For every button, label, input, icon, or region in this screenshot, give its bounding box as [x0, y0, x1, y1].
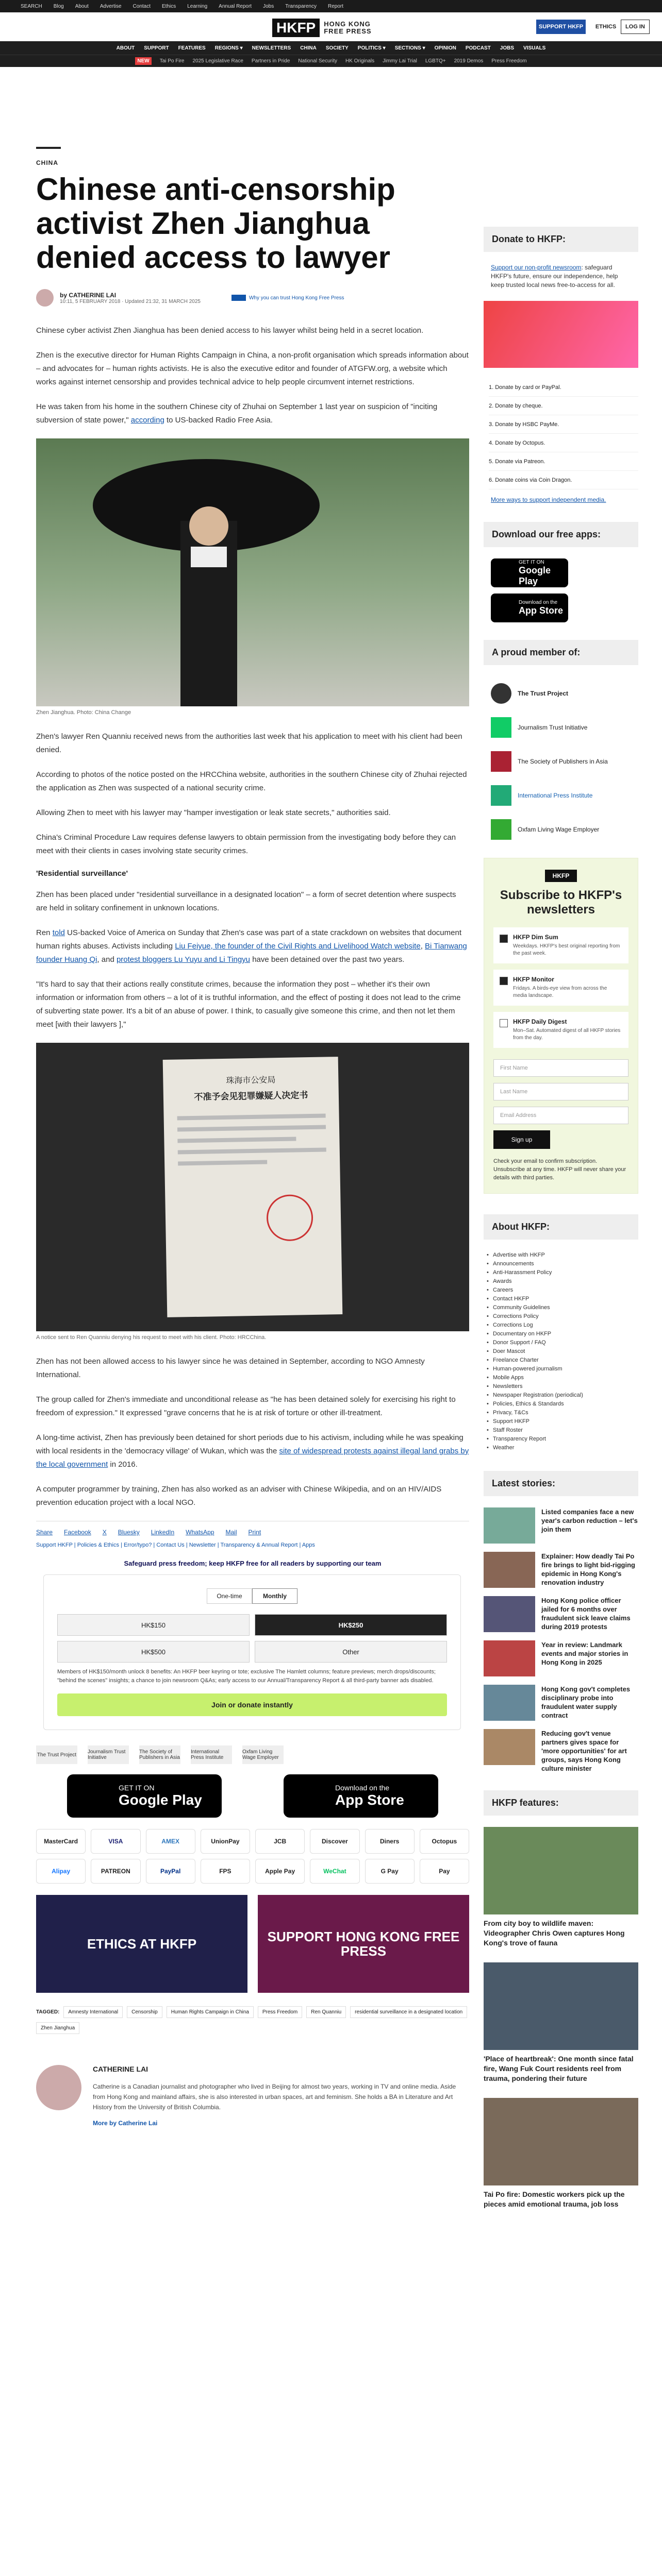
donation-method[interactable]: 2. Donate by cheque.: [489, 397, 638, 415]
story-thumbnail: [484, 1640, 535, 1676]
badge-oxfam[interactable]: Oxfam Living Wage Employer: [242, 1745, 284, 1764]
amount-other[interactable]: Other: [255, 1641, 447, 1663]
share-whatsapp[interactable]: WhatsApp: [186, 1529, 214, 1536]
email-input[interactable]: Email Address: [493, 1107, 628, 1124]
donate-box: [43, 1574, 461, 1730]
feature-image: [484, 2098, 638, 2185]
author-box-avatar[interactable]: [36, 2065, 81, 2110]
paragraph: The group called for Zhen's immediate and unconditional release as "he has been detained solely for exercising his right to freedom of expression." It expressed "grave concerns that he is at risk of torture or other ill-treatment.: [36, 1395, 456, 1417]
umbrella-figure: [36, 438, 469, 706]
donation-method[interactable]: 5. Donate via Patreon.: [489, 452, 638, 471]
donation-method[interactable]: 6. Donate coins via Coin Dragon.: [489, 471, 638, 489]
official-seal: [266, 1194, 313, 1242]
topbar-annual-report[interactable]: Annual Report: [219, 3, 252, 9]
paragraph: Ren told US-backed Voice of America on Sunday that Zhen's case was part of a state crackdown on websites that document human rights abuses. Activists including Liu Feiyue, the founder of the Civil Rights and Livelihood Watch website, Bi Tianwang founder Huang Qi, and protest bloggers Lu Yuyu and Li Tingyu have been detained over the past two years.: [36, 928, 467, 964]
about-link[interactable]: • Newsletters: [484, 1382, 638, 1391]
about-link[interactable]: • Awards: [484, 1277, 638, 1286]
nav-features[interactable]: FEATURES: [178, 45, 206, 51]
category-rule: [36, 147, 61, 149]
photo-caption: Zhen Jianghua. Photo: China Change: [36, 709, 131, 716]
story-thumbnail: [484, 1685, 535, 1721]
pay-icon: WeChat: [310, 1859, 359, 1884]
article-category[interactable]: CHINA: [36, 159, 58, 166]
more-ways-link[interactable]: More ways to support independent media.: [491, 496, 606, 503]
paragraph: A computer programmer by training, Zhen has also worked as an adviser with Chinese Wikipedia, and on an HIV/AIDS prevention education project with a local NGO.: [36, 1485, 442, 1507]
about-link[interactable]: • Donor Support / FAQ: [484, 1338, 638, 1347]
paragraph: He was taken from his home in the southern Chinese city of Zhuhai on September 1 last year on suspicion of "inciting subversion of state power," according to US-backed Radio Free Asia.: [36, 402, 438, 425]
latest-story[interactable]: Year in review: Landmark events and major stories in Hong Kong in 2025: [484, 1640, 638, 1676]
pay-icon: UnionPay: [201, 1829, 250, 1854]
trending-item[interactable]: HK Originals: [345, 58, 375, 64]
donate-photo: [484, 301, 638, 368]
nav-podcast[interactable]: PODCAST: [465, 45, 491, 51]
nav-jobs[interactable]: JOBS: [500, 45, 514, 51]
story-thumbnail: [484, 1507, 535, 1544]
author-bio: Catherine is a Canadian journalist and photographer who lived in Beijing for almost two years, working in TV and online media. Aside from Hong Kong and mainland affairs, she is also interested in urban spaces, art and feminism. She holds a BA in Literature and Art History from the University of British Columbia.: [93, 2083, 456, 2111]
notice-title-1: 珠海市公安局: [226, 1075, 276, 1086]
donation-method[interactable]: 4. Donate by Octopus.: [489, 434, 638, 452]
feature-story[interactable]: 'Place of heartbreak': One month since fatal fire, Wang Fuk Court residents reel from trauma, pondering their future: [484, 1962, 638, 2083]
about-link[interactable]: • Corrections Log: [484, 1321, 638, 1330]
share-linkedin[interactable]: LinkedIn: [151, 1529, 175, 1536]
paragraph: China's Criminal Procedure Law requires defense lawyers to obtain permission from the investigating body before they can meet with their clients in cases involving state security crimes.: [36, 833, 456, 855]
donate-intro-link[interactable]: Support our non-profit newsroom: [491, 264, 582, 271]
about-link[interactable]: • Community Guidelines: [484, 1303, 638, 1312]
about-link[interactable]: • Freelance Charter: [484, 1356, 638, 1365]
tag[interactable]: Press Freedom: [258, 2006, 302, 2018]
trending-nav: [0, 55, 662, 67]
pay-icon: AMEX: [146, 1829, 195, 1854]
byline-author[interactable]: by CATHERINE LAI: [60, 291, 117, 299]
badge-jti[interactable]: Journalism Trust Initiative: [88, 1745, 129, 1764]
about-links: [484, 1251, 638, 1452]
donate-benefits: Members of HK$150/month unlock 8 benefits: An HKFP beer keyring or tote; exclusive The Hamlett columns; feature previews; merch drops/discounts; "behind the scenes" insights; a chance to join newsroom Q&As; early access to our Annual/Transparency Report & all third-party banner ads disabled.: [57, 1669, 436, 1684]
nav-support[interactable]: SUPPORT: [144, 45, 169, 51]
payment-methods: [36, 1829, 469, 1884]
latest-story[interactable]: Hong Kong police officer jailed for 6 months over fraudulent sick leave claims during 2019 protests: [484, 1596, 638, 1632]
paragraph: Zhen has been placed under "residential surveillance in a designated location" – a form of secret detention where suspects are held in solitary confinement in unknown locations.: [36, 890, 456, 912]
footer-links[interactable]: Support HKFP | Policies & Ethics | Error/typo? | Contact Us | Newsletter | Transparency & Annual Report | Apps: [36, 1542, 315, 1548]
trending-item[interactable]: National Security: [298, 58, 337, 64]
topbar-jobs[interactable]: Jobs: [263, 3, 274, 9]
pay-icon: Diners: [365, 1829, 415, 1854]
apps-heading: Download our free apps:: [484, 522, 638, 547]
checkbox[interactable]: [500, 977, 508, 985]
notice-title-2: 不准予会见犯罪嫌疑人决定书: [194, 1090, 308, 1103]
newsletter-title: Subscribe to HKFP's newsletters: [500, 888, 622, 917]
share-bar: [36, 1521, 469, 1536]
paragraph: Zhen is the executive director for Human Rights Campaign in China, a non-profit organisation which spreads information about – and advocates for – human rights activists. He is also the executive editor and founder of ATGFW.org, a website which works against internet censorship and provides technical advice to help people circumvent internet restrictions.: [36, 351, 469, 386]
tab-one-time[interactable]: One-time: [207, 1588, 252, 1604]
nav-society[interactable]: SOCIETY: [325, 45, 349, 51]
paragraph: Allowing Zhen to meet with his lawyer may "hamper investigation or leak state secrets," authorities said.: [36, 808, 391, 817]
newsletter-note: Check your email to confirm subscription. Unsubscribe at any time. HKFP will never share your details with third parties.: [493, 1158, 626, 1181]
latest-story[interactable]: Hong Kong gov't completes disciplinary probe into fraudulent water supply contract: [484, 1685, 638, 1721]
topbar-search[interactable]: SEARCH: [21, 3, 42, 9]
nav-sections[interactable]: SECTIONS ▾: [394, 45, 425, 51]
section-subheading: 'Residential surveillance': [36, 869, 128, 878]
nav-about[interactable]: ABOUT: [116, 45, 135, 51]
pay-icon: Pay: [420, 1859, 469, 1884]
last-name-input[interactable]: Last Name: [493, 1083, 628, 1100]
pay-icon: Alipay: [36, 1859, 86, 1884]
tags-label: TAGGED:: [36, 2009, 60, 2015]
story-thumbnail: [484, 1596, 535, 1632]
article-title: Chinese anti-censorship activist Zhen Jianghua denied access to lawyer: [36, 172, 395, 275]
about-link[interactable]: • Anti-Harassment Policy: [484, 1268, 638, 1277]
main-nav: [0, 41, 662, 55]
top-utility-bar: [0, 0, 662, 12]
about-link[interactable]: • Doer Mascot: [484, 1347, 638, 1356]
nav-opinion[interactable]: OPINION: [434, 45, 456, 51]
member-ipi[interactable]: International Press Institute: [484, 778, 638, 812]
pay-icon: Discover: [310, 1829, 359, 1854]
about-link[interactable]: • Announcements: [484, 1260, 638, 1268]
tag[interactable]: Zhen Jianghua: [36, 2022, 79, 2034]
inline-link[interactable]: Liu Feiyue, the founder of the Civil Rights and Livelihood Watch website: [175, 942, 421, 951]
share-print[interactable]: Print: [248, 1529, 261, 1536]
sidebar-google-play[interactable]: GET IT ON Google Play: [491, 558, 568, 587]
amount-500[interactable]: HK$500: [57, 1641, 250, 1663]
feature-image: [484, 1827, 638, 1914]
trending-item[interactable]: Jimmy Lai Trial: [383, 58, 417, 64]
trending-item[interactable]: Tai Po Fire: [159, 58, 185, 64]
inline-link[interactable]: Bi Tianwang founder Huang Qi: [36, 942, 467, 964]
signup-button[interactable]: Sign up: [493, 1130, 550, 1149]
trust-link[interactable]: [231, 295, 344, 301]
story-thumbnail: [484, 1552, 535, 1588]
donation-method[interactable]: 1. Donate by card or PayPal.: [489, 378, 638, 397]
nav-politics[interactable]: POLITICS ▾: [357, 45, 386, 51]
trust-label: Why you can trust Hong Kong Free Press: [249, 295, 344, 301]
topbar-ethics[interactable]: Ethics: [162, 3, 176, 9]
about-link[interactable]: • Staff Roster: [484, 1426, 638, 1435]
share-facebook[interactable]: Facebook: [64, 1529, 91, 1536]
promo-banners: [36, 1895, 469, 1993]
tab-monthly[interactable]: Monthly: [252, 1588, 297, 1604]
about-link[interactable]: • Human-powered journalism: [484, 1365, 638, 1374]
share-x[interactable]: X: [102, 1529, 107, 1536]
article-column: [36, 147, 469, 2127]
sidebar-app-store[interactable]: Download on the App Store: [491, 594, 568, 622]
sidebar: [484, 227, 638, 2224]
join-donate-button[interactable]: Join or donate instantly: [57, 1693, 447, 1716]
tag[interactable]: residential surveillance in a designated location: [350, 2006, 467, 2018]
article-timestamp: 10:11, 5 FEBRUARY 2018 · Updated 21:32, 31 MARCH 2025: [60, 298, 201, 304]
pay-icon: G Pay: [365, 1859, 415, 1884]
donate-intro: Support our non-profit newsroom: safeguard HKFP's future, ensure our independence, help keep trusted local news free-to-access for all.: [491, 264, 618, 289]
paragraph: Chinese cyber activist Zhen Jianghua has been denied access to his lawyer whilst being held in a secret location.: [36, 326, 424, 335]
about-link[interactable]: • Newspaper Registration (periodical): [484, 1391, 638, 1400]
about-link[interactable]: • Privacy, T&Cs: [484, 1409, 638, 1417]
author-name[interactable]: CATHERINE LAI: [93, 2065, 148, 2073]
feature-story[interactable]: Tai Po fire: Domestic workers pick up the pieces amid emotional trauma, job loss: [484, 2098, 638, 2209]
checkbox[interactable]: [500, 1019, 508, 1027]
topbar-advertise[interactable]: Advertise: [100, 3, 122, 9]
tag[interactable]: Human Rights Campaign in China: [167, 2006, 254, 2018]
feature-story[interactable]: From city boy to wildlife maven: Videographer Chris Owen captures Hong Kong's trove of fauna: [484, 1827, 638, 1948]
topbar-about[interactable]: About: [75, 3, 89, 9]
latest-heading: Latest stories:: [484, 1471, 638, 1496]
trending-item[interactable]: Partners in Pride: [251, 58, 290, 64]
tag-list: [36, 2006, 469, 2034]
donation-methods: [489, 378, 638, 489]
newsletter-box: [484, 858, 638, 1194]
about-link[interactable]: • Transparency Report: [484, 1435, 638, 1444]
support-hkfp-button[interactable]: SUPPORT HKFP: [536, 20, 586, 34]
member-jti[interactable]: Journalism Trust Initiative: [484, 710, 638, 744]
site-logo[interactable]: [272, 16, 390, 39]
topbar-learning[interactable]: Learning: [187, 3, 208, 9]
newsletter-option[interactable]: HKFP Monitor Fridays. A birds-eye view from across the media landscape.: [493, 970, 628, 1006]
more-by-author-link[interactable]: More by Catherine Lai: [93, 2120, 158, 2127]
member-trust-project[interactable]: The Trust Project: [484, 676, 638, 710]
login-button[interactable]: LOG IN: [621, 20, 650, 34]
donate-amounts: [57, 1614, 447, 1663]
share-bluesky[interactable]: Bluesky: [118, 1529, 140, 1536]
pay-icon: VISA: [91, 1829, 140, 1854]
features-heading: HKFP features:: [484, 1790, 638, 1816]
latest-story[interactable]: Explainer: How deadly Tai Po fire brings to light bid-rigging epidemic in Hong Kong's renovation industry: [484, 1552, 638, 1588]
pay-icon: FPS: [201, 1859, 250, 1884]
topbar-contact[interactable]: Contact: [133, 3, 151, 9]
author-avatar[interactable]: [36, 289, 54, 307]
donate-tabs: [57, 1588, 447, 1604]
member-badges-row: [36, 1745, 469, 1764]
about-link[interactable]: • Documentary on HKFP: [484, 1330, 638, 1338]
inline-link[interactable]: protest bloggers Lu Yuyu and Li Tingyu: [116, 955, 251, 964]
trending-item[interactable]: LGBTQ+: [425, 58, 446, 64]
feature-image: [484, 1962, 638, 2050]
notice-photo: [36, 1043, 469, 1331]
support-banner[interactable]: SUPPORT HONG KONG FREE PRESS: [258, 1895, 469, 1993]
photo-caption: A notice sent to Ren Quanniu denying his request to meet with his client. Photo: HRCChina.: [36, 1334, 267, 1341]
member-sopa[interactable]: The Society of Publishers in Asia: [484, 744, 638, 778]
topbar-blog[interactable]: Blog: [53, 3, 64, 9]
donate-heading: Donate to HKFP:: [484, 227, 638, 252]
about-link[interactable]: • Careers: [484, 1286, 638, 1295]
nav-visuals[interactable]: VISUALS: [523, 45, 546, 51]
pay-icon: PATREON: [91, 1859, 140, 1884]
tag[interactable]: Censorship: [127, 2006, 162, 2018]
google-play-button[interactable]: GET IT ON Google Play: [67, 1774, 222, 1818]
first-name-input[interactable]: First Name: [493, 1059, 628, 1077]
pay-icon: JCB: [255, 1829, 305, 1854]
nav-newsletters[interactable]: NEWSLETTERS: [252, 45, 291, 51]
support-line[interactable]: Safeguard press freedom; keep HKFP free for all readers by supporting our team: [124, 1560, 382, 1567]
pay-icon: PayPal: [146, 1859, 195, 1884]
about-link[interactable]: • Advertise with HKFP: [484, 1251, 638, 1260]
paragraph: According to photos of the notice posted on the HRCChina website, authorities in the southern Chinese city of Zhuhai rejected the application as Zhen was suspected of a national security crime.: [36, 770, 467, 792]
member-oxfam[interactable]: Oxfam Living Wage Employer: [484, 812, 638, 846]
nav-regions[interactable]: REGIONS ▾: [214, 45, 243, 51]
app-store-row: [67, 1774, 438, 1818]
zhen-photo: [36, 438, 469, 706]
proud-member-heading: A proud member of:: [484, 640, 638, 665]
trending-item[interactable]: 2025 Legislative Race: [192, 58, 243, 64]
about-link[interactable]: • Contact HKFP: [484, 1295, 638, 1303]
app-store-button[interactable]: Download on the App Store: [284, 1774, 438, 1818]
about-link[interactable]: • Policies, Ethics & Standards: [484, 1400, 638, 1409]
badge-ipi[interactable]: International Press Institute: [191, 1745, 232, 1764]
author-box: [36, 2065, 469, 2127]
inline-link[interactable]: according: [130, 416, 164, 425]
ethics-banner[interactable]: ETHICS AT HKFP: [36, 1895, 247, 1993]
site-header: [0, 12, 662, 41]
byline: [36, 289, 469, 307]
paragraph: "It's hard to say that their actions really constitute crimes, because the information they post – whether it's their own information or information from others – a lot of it is truthful information, and the effect of posting it does not lead to the crime of subverting state power. It's a bit of an abuse of power. I think, to casually give someone this crime, and then not let them meet [with their lawyers ],": [36, 980, 461, 1029]
trending-item[interactable]: 2019 Demos: [454, 58, 484, 64]
checkbox[interactable]: [500, 935, 508, 943]
newsletter-option[interactable]: HKFP Dim Sum Weekdays. HKFP's best original reporting from the past week.: [493, 927, 628, 963]
paragraph: A long-time activist, Zhen has previously been detained for short periods due to his activism, including while he was speaking with local residents in the 'democracy village' of Wukan, which was the site of widespread protests against illegal land grabs by the local government in 2016.: [36, 1433, 469, 1469]
story-thumbnail: [484, 1729, 535, 1765]
inline-link[interactable]: told: [52, 928, 65, 937]
about-heading: About HKFP:: [484, 1214, 638, 1240]
about-link[interactable]: • Corrections Policy: [484, 1312, 638, 1321]
about-link[interactable]: • Mobile Apps: [484, 1374, 638, 1382]
donation-method[interactable]: 3. Donate by HSBC PayMe.: [489, 415, 638, 434]
trust-icon: [231, 295, 246, 301]
newsletter-logo: HKFP: [545, 870, 577, 882]
logo-mark: HKFP: [272, 19, 320, 37]
topbar-transparency[interactable]: Transparency: [285, 3, 317, 9]
paragraph: Zhen has not been allowed access to his lawyer since he was detained in September, according to NGO Amnesty International.: [36, 1357, 425, 1379]
share-label[interactable]: Share: [36, 1529, 53, 1536]
newsletter-option[interactable]: HKFP Daily Digest Mon–Sat. Automated digest of all HKFP stories from the day.: [493, 1012, 628, 1048]
about-link[interactable]: • Weather: [484, 1444, 638, 1452]
badge-sopa[interactable]: The Society of Publishers in Asia: [139, 1745, 180, 1764]
notice-document: [163, 1057, 343, 1317]
tag[interactable]: Amnesty International: [63, 2006, 123, 2018]
new-badge: NEW: [135, 57, 151, 65]
latest-story[interactable]: Reducing gov't venue partners gives space for 'more opportunities' for art groups, says Hong Kong culture minister: [484, 1729, 638, 1773]
pay-icon: MasterCard: [36, 1829, 86, 1854]
ethics-button[interactable]: ETHICS: [595, 24, 617, 30]
about-link[interactable]: • Support HKFP: [484, 1417, 638, 1426]
latest-story[interactable]: Listed companies face a new year's carbon reduction – let's join them: [484, 1507, 638, 1544]
pay-icon: Apple Pay: [255, 1859, 305, 1884]
inline-link[interactable]: site of widespread protests against illegal land grabs by the local government: [36, 1447, 469, 1469]
topbar-report[interactable]: Report: [328, 3, 344, 9]
trending-item[interactable]: Press Freedom: [491, 58, 527, 64]
logo-text: HONG KONG FREE PRESS: [324, 20, 372, 35]
tag[interactable]: Ren Quanniu: [306, 2006, 346, 2018]
paragraph: Zhen's lawyer Ren Quanniu received news from the authorities last week that his application to meet with his client had been denied.: [36, 732, 462, 754]
badge-trust-project[interactable]: The Trust Project: [36, 1745, 77, 1764]
nav-china[interactable]: CHINA: [300, 45, 317, 51]
amount-150[interactable]: HK$150: [57, 1614, 250, 1636]
share-mail[interactable]: Mail: [225, 1529, 237, 1536]
amount-250[interactable]: HK$250: [255, 1614, 447, 1636]
pay-icon: Octopus: [420, 1829, 469, 1854]
